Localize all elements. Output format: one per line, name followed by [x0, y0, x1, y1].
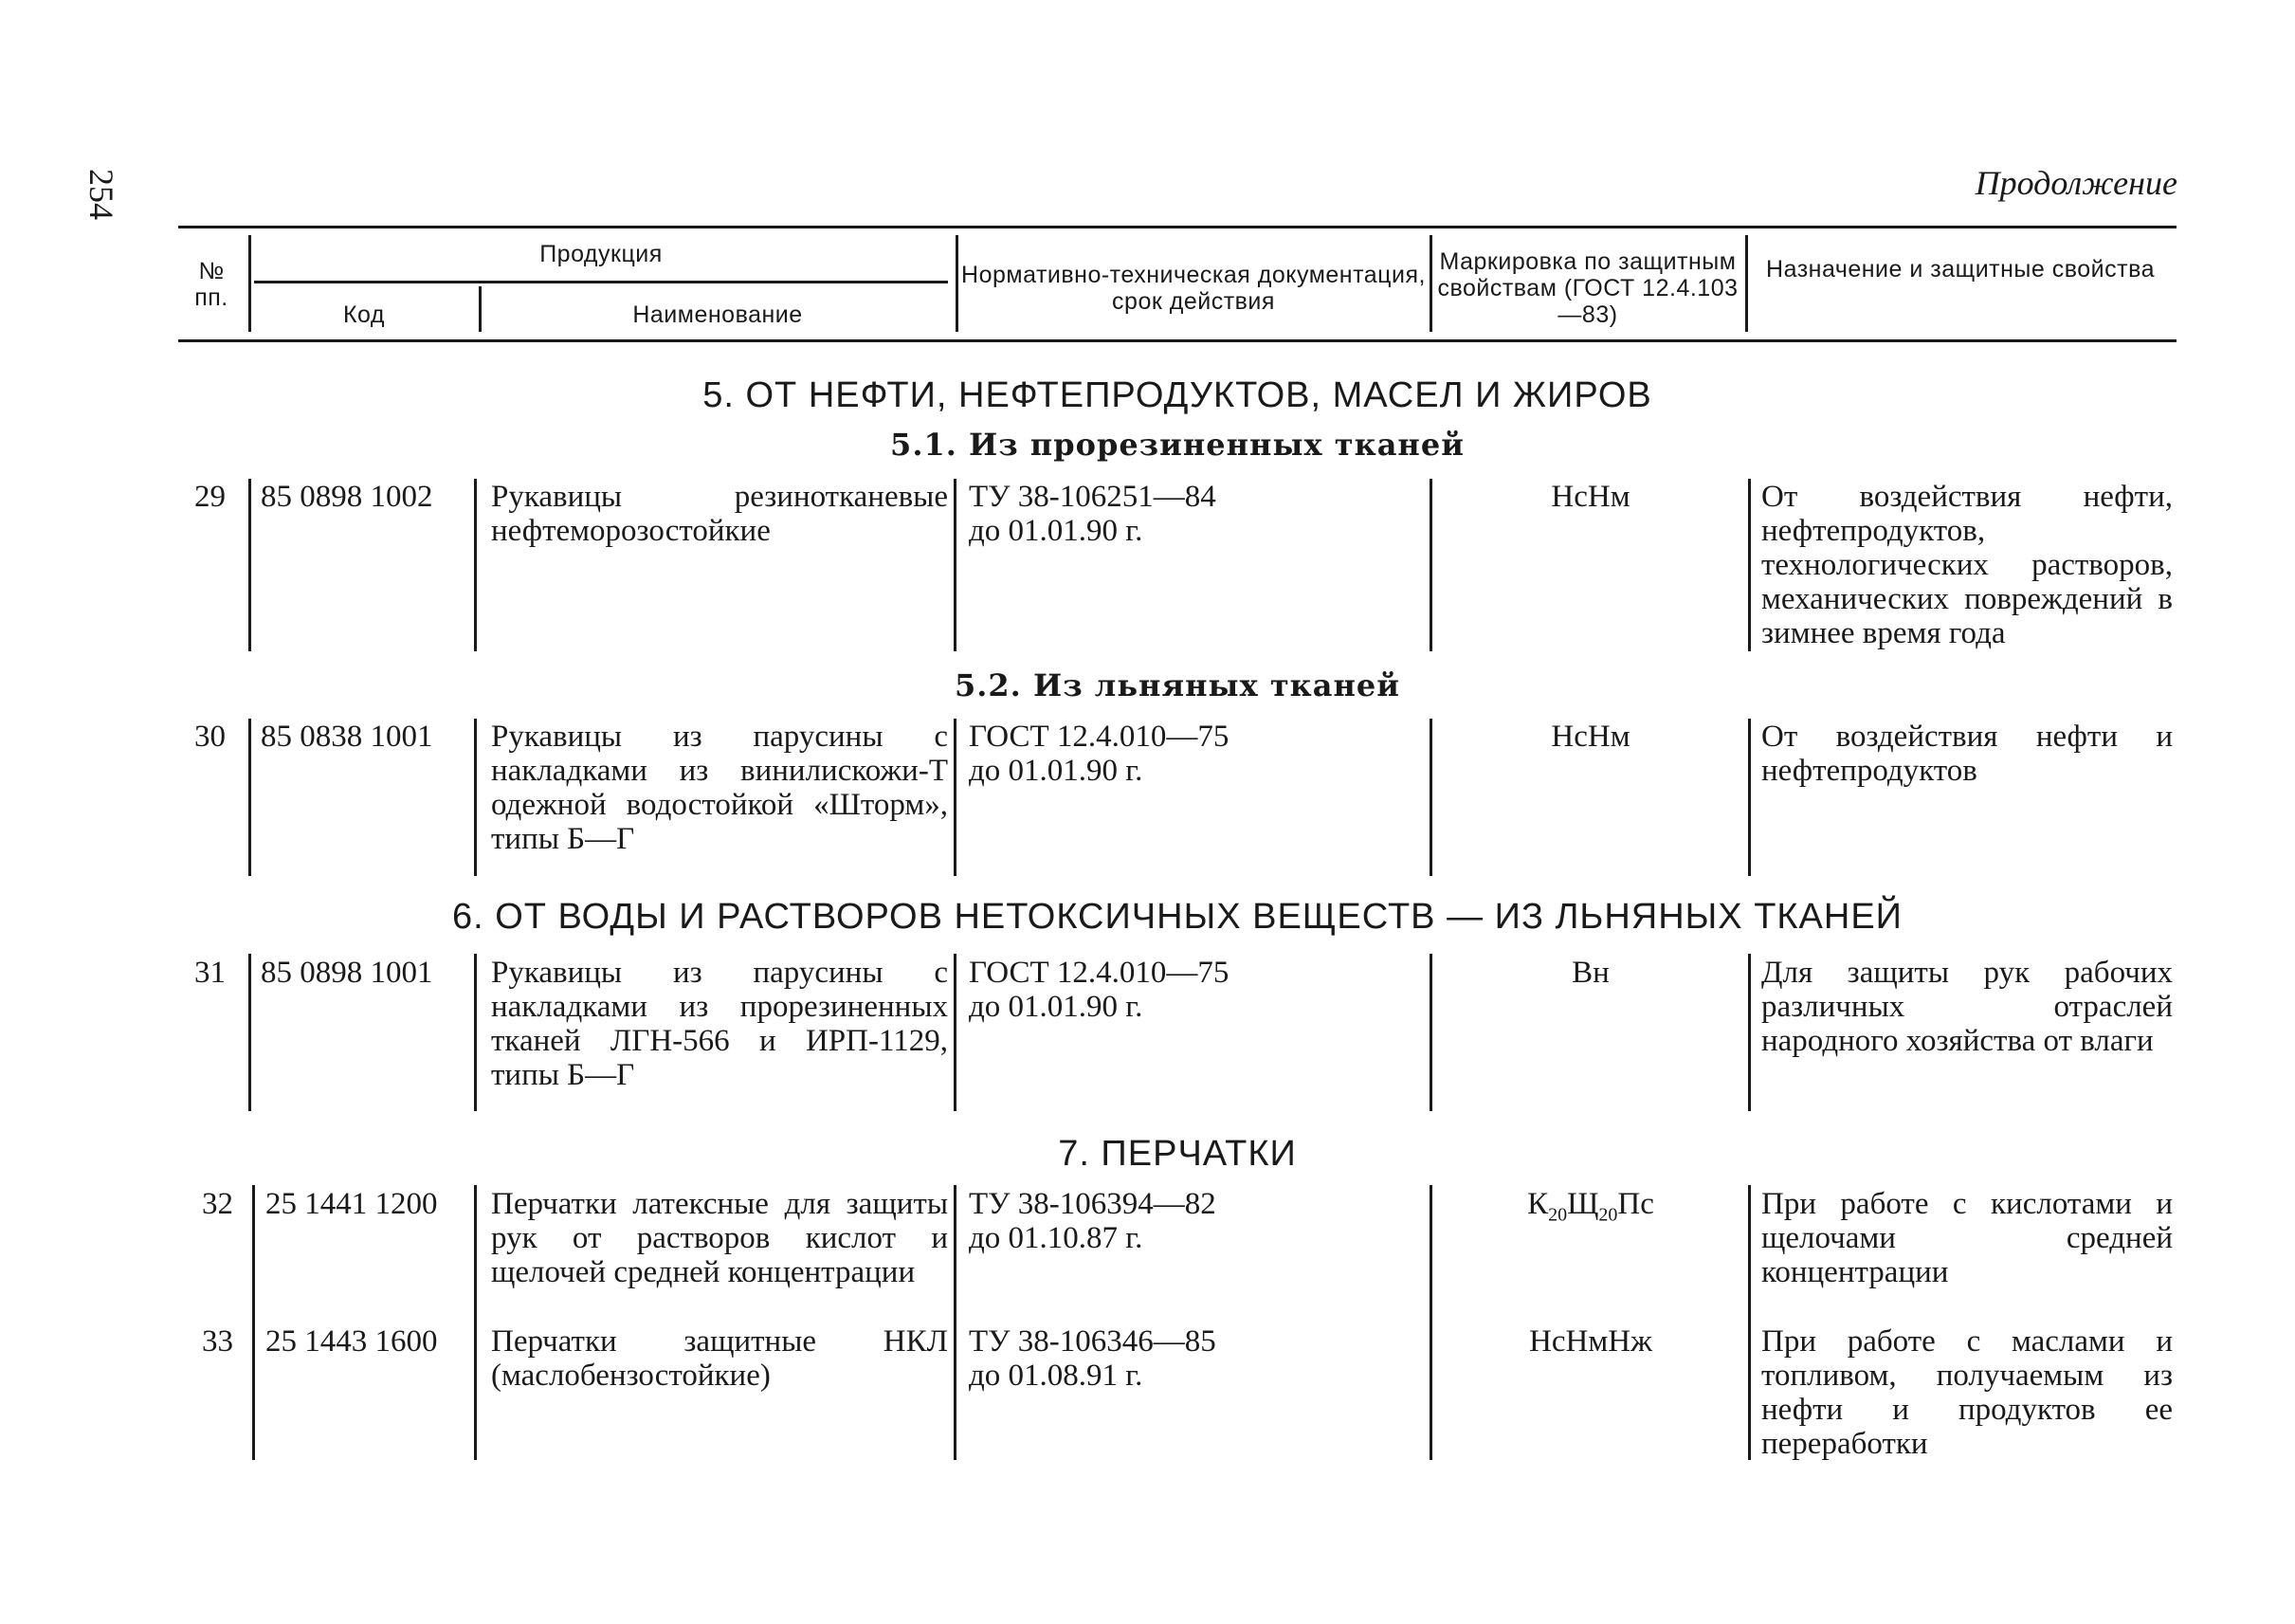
row-30-marking: НсНм: [1551, 720, 1630, 754]
row-31-sep: [248, 954, 251, 1111]
row-32-33-sep: [1748, 1185, 1751, 1460]
header-top-rule: [178, 226, 2177, 228]
row-32-33-sep: [1430, 1185, 1432, 1460]
row-29-sep: [474, 479, 477, 651]
row-29-num: 29: [194, 480, 226, 514]
row-32-purpose: При работе с кислотами и щелочами средней концентрации: [1761, 1187, 2173, 1289]
page-number: 254: [82, 169, 120, 220]
row-33-doc: ТУ 38-106346—85 до 01.08.91 г.: [969, 1324, 1216, 1393]
row-32-code: 25 1441 1200: [265, 1187, 438, 1221]
row-31-sep: [1430, 954, 1432, 1111]
row-30-sep: [1430, 719, 1432, 876]
marking-k: К: [1527, 1187, 1549, 1221]
marking-sh-sub: 20: [1598, 1204, 1618, 1226]
row-32-num: 32: [202, 1187, 233, 1221]
row-31-name: Рукавицы из парусины с накладками из прорезиненных тканей ЛГН-566 и ИРП-1129, типы Б—Г: [491, 956, 948, 1092]
row-31-sep: [954, 954, 956, 1111]
row-29-code: 85 0898 1002: [261, 480, 433, 514]
continuation-label: Продолжение: [1975, 164, 2177, 202]
row-33-name: Перчатки защитные НКЛ (маслобензостойкие): [491, 1324, 948, 1393]
row-31-purpose: Для защиты рук рабочих различных отраслей народного хозяйства от влаги: [1761, 956, 2173, 1058]
row-32-marking: [1436, 1187, 1745, 1232]
row-33-purpose: При работе с маслами и топливом, получаемым из нефти и продуктов ее переработки: [1761, 1324, 2173, 1461]
row-30-code: 85 0838 1001: [261, 720, 433, 754]
header-product: Продукция: [539, 241, 663, 267]
row-30-num: 30: [194, 720, 226, 754]
row-32-33-sep: [954, 1185, 956, 1460]
header-purpose: Назначение и защитные свойства: [1766, 256, 2155, 283]
row-29-sep: [954, 479, 956, 651]
row-29-name: Рукавицы резинотканевые нефтеморозостойкие: [491, 480, 948, 548]
marking-ps: Пс: [1617, 1187, 1654, 1221]
header-code: Код: [342, 301, 385, 328]
header-sep-doc: [1430, 235, 1432, 332]
section-7-title: 7. ПЕРЧАТКИ: [1058, 1134, 1297, 1174]
row-30-sep: [248, 719, 251, 876]
header-sep-num: [248, 235, 251, 332]
row-33-code: 25 1443 1600: [265, 1324, 438, 1359]
row-31-doc: ГОСТ 12.4.010—75 до 01.01.90 г.: [969, 956, 1229, 1024]
row-31-sep: [1748, 954, 1751, 1111]
header-marking: Маркировка по защитным свойствам (ГОСТ 12.4.103—83): [1437, 248, 1739, 328]
row-31-marking: Вн: [1572, 956, 1610, 990]
row-32-doc: ТУ 38-106394—82 до 01.10.87 г.: [969, 1187, 1216, 1255]
row-30-name: Рукавицы из парусины с накладками из винилискожи-Т одежной водостойкой «Шторм», типы Б—Г: [491, 720, 948, 856]
header-sep-name: [956, 235, 958, 332]
section-6-title: 6. ОТ ВОДЫ И РАСТВОРОВ НЕТОКСИЧНЫХ ВЕЩЕСТВ — ИЗ ЛЬНЯНЫХ ТКАНЕЙ: [451, 897, 1903, 937]
header-doc: Нормативно-техническая документация, срок действия: [961, 262, 1426, 315]
row-33-marking: НсНмНж: [1529, 1324, 1652, 1359]
row-31-num: 31: [194, 956, 226, 990]
row-29-purpose: От воздействия нефти, нефтепродуктов, технологических растворов, механических повреждений в зимнее время года: [1761, 480, 2173, 650]
row-32-33-sep: [252, 1185, 255, 1460]
marking-sh: Щ: [1567, 1187, 1599, 1221]
section-5-title: 5. ОТ НЕФТИ, НЕФТЕПРОДУКТОВ, МАСЕЛ И ЖИРОВ: [702, 375, 1652, 415]
row-29-marking: НсНм: [1551, 480, 1630, 514]
row-29-sep: [1748, 479, 1751, 651]
header-bottom-rule: [178, 339, 2177, 342]
header-sep-code: [479, 286, 482, 332]
row-31-code: 85 0898 1001: [261, 956, 433, 990]
row-32-name: Перчатки латексные для защиты рук от растворов кислот и щелочей средней концентрации: [491, 1187, 948, 1289]
row-30-sep: [954, 719, 956, 876]
header-sep-marking: [1745, 235, 1748, 332]
row-29-sep: [248, 479, 251, 651]
section-5-1-title: 5.1. Из прорезиненных тканей: [890, 427, 1465, 463]
product-subheader-rule: [254, 281, 948, 283]
header-name: Наименование: [632, 301, 803, 328]
row-32-33-sep: [474, 1185, 477, 1460]
row-29-doc: ТУ 38-106251—84 до 01.01.90 г.: [969, 480, 1216, 548]
row-30-purpose: От воздействия нефти и нефтепродуктов: [1761, 720, 2173, 788]
marking-k-sub: 20: [1548, 1204, 1568, 1226]
row-30-doc: ГОСТ 12.4.010—75 до 01.01.90 г.: [969, 720, 1229, 788]
section-5-2-title: 5.2. Из льняных тканей: [955, 667, 1400, 703]
row-33-num: 33: [202, 1324, 233, 1359]
header-num: № пп.: [194, 258, 228, 311]
row-30-sep: [474, 719, 477, 876]
row-30-sep: [1748, 719, 1751, 876]
row-29-sep: [1430, 479, 1432, 651]
row-31-sep: [474, 954, 477, 1111]
